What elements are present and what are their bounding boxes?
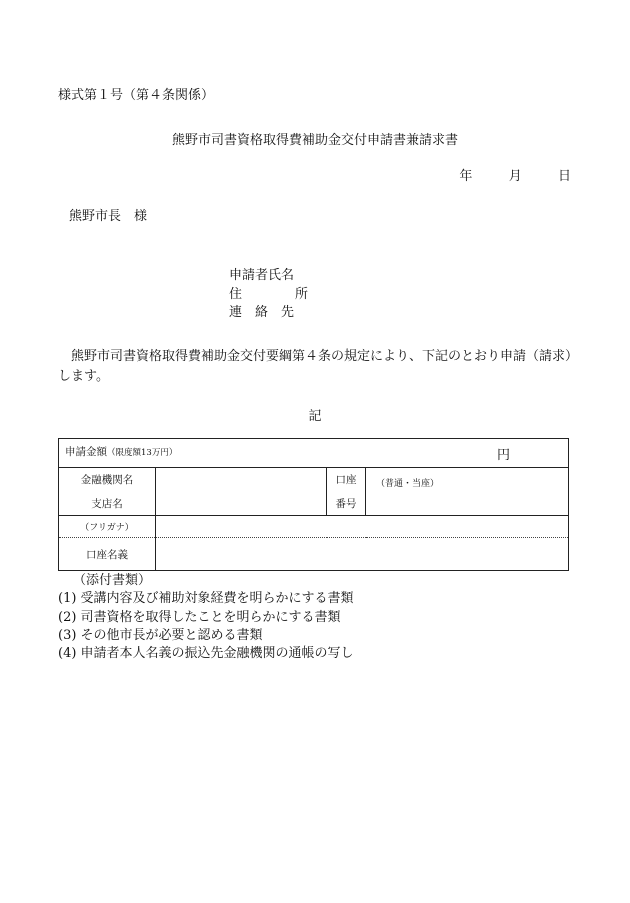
account-type: （普通・当座） [376,479,440,489]
furigana-field[interactable] [156,516,569,538]
attachment-item: (1) 受講内容及び補助対象経費を明らかにする書類 [58,591,354,607]
furigana-label: （フリガナ） [59,516,156,538]
attachments-heading: （添付書類） [73,573,152,588]
attachment-item: (2) 司書資格を取得したことを明らかにする書類 [58,609,341,625]
bank-account-table [58,438,569,571]
applicant-address-row [229,286,308,305]
applicant-block [229,267,308,323]
body-text: 熊野市司書資格取得費補助金交付要綱第４条の規定により、下記のとおり申請（請求）します。 [58,349,579,384]
applicant-address-label-2: 所 [295,286,309,302]
applicant-address-label: 住 [229,286,243,302]
branch-name-label: 支店名 [59,492,156,516]
account-number-field[interactable] [366,468,569,516]
bank-name-label: 金融機関名 [59,468,156,492]
holder-label: 口座名義 [59,538,156,571]
addressee: 熊野市長 様 [69,209,148,224]
account-label-2: 番号 [327,492,366,516]
amount-limit: （限度額13万円） [107,447,178,458]
bank-name-field[interactable] [156,468,327,516]
account-label-1: 口座 [327,468,366,492]
form-number: 様式第１号（第４条関係） [58,88,215,103]
attachment-item: (3) その他市長が必要と認める書類 [58,627,263,643]
attachments [58,572,354,663]
date-day: 日 [557,169,571,184]
furigana-row [59,516,569,538]
applicant-contact-label: 連 絡 先 [229,305,295,320]
bank-row-top [59,468,569,492]
amount-label: 申請金額 [65,445,107,458]
yen-unit: 円 [496,447,510,463]
ki-heading: 記 [308,409,322,424]
holder-field[interactable] [156,538,569,571]
date-year: 年 [459,169,473,184]
applicant-name-label: 申請者氏名 [229,268,295,283]
attachment-item: (4) 申請者本人名義の振込先金融機関の通帳の写し [58,646,354,662]
amount-row [59,439,569,468]
date-line [459,165,571,184]
amount-cell[interactable] [59,439,569,468]
document-title: 熊野市司書資格取得費補助金交付申請書兼請求書 [171,133,458,148]
holder-row [59,538,569,571]
date-month: 月 [508,169,522,184]
